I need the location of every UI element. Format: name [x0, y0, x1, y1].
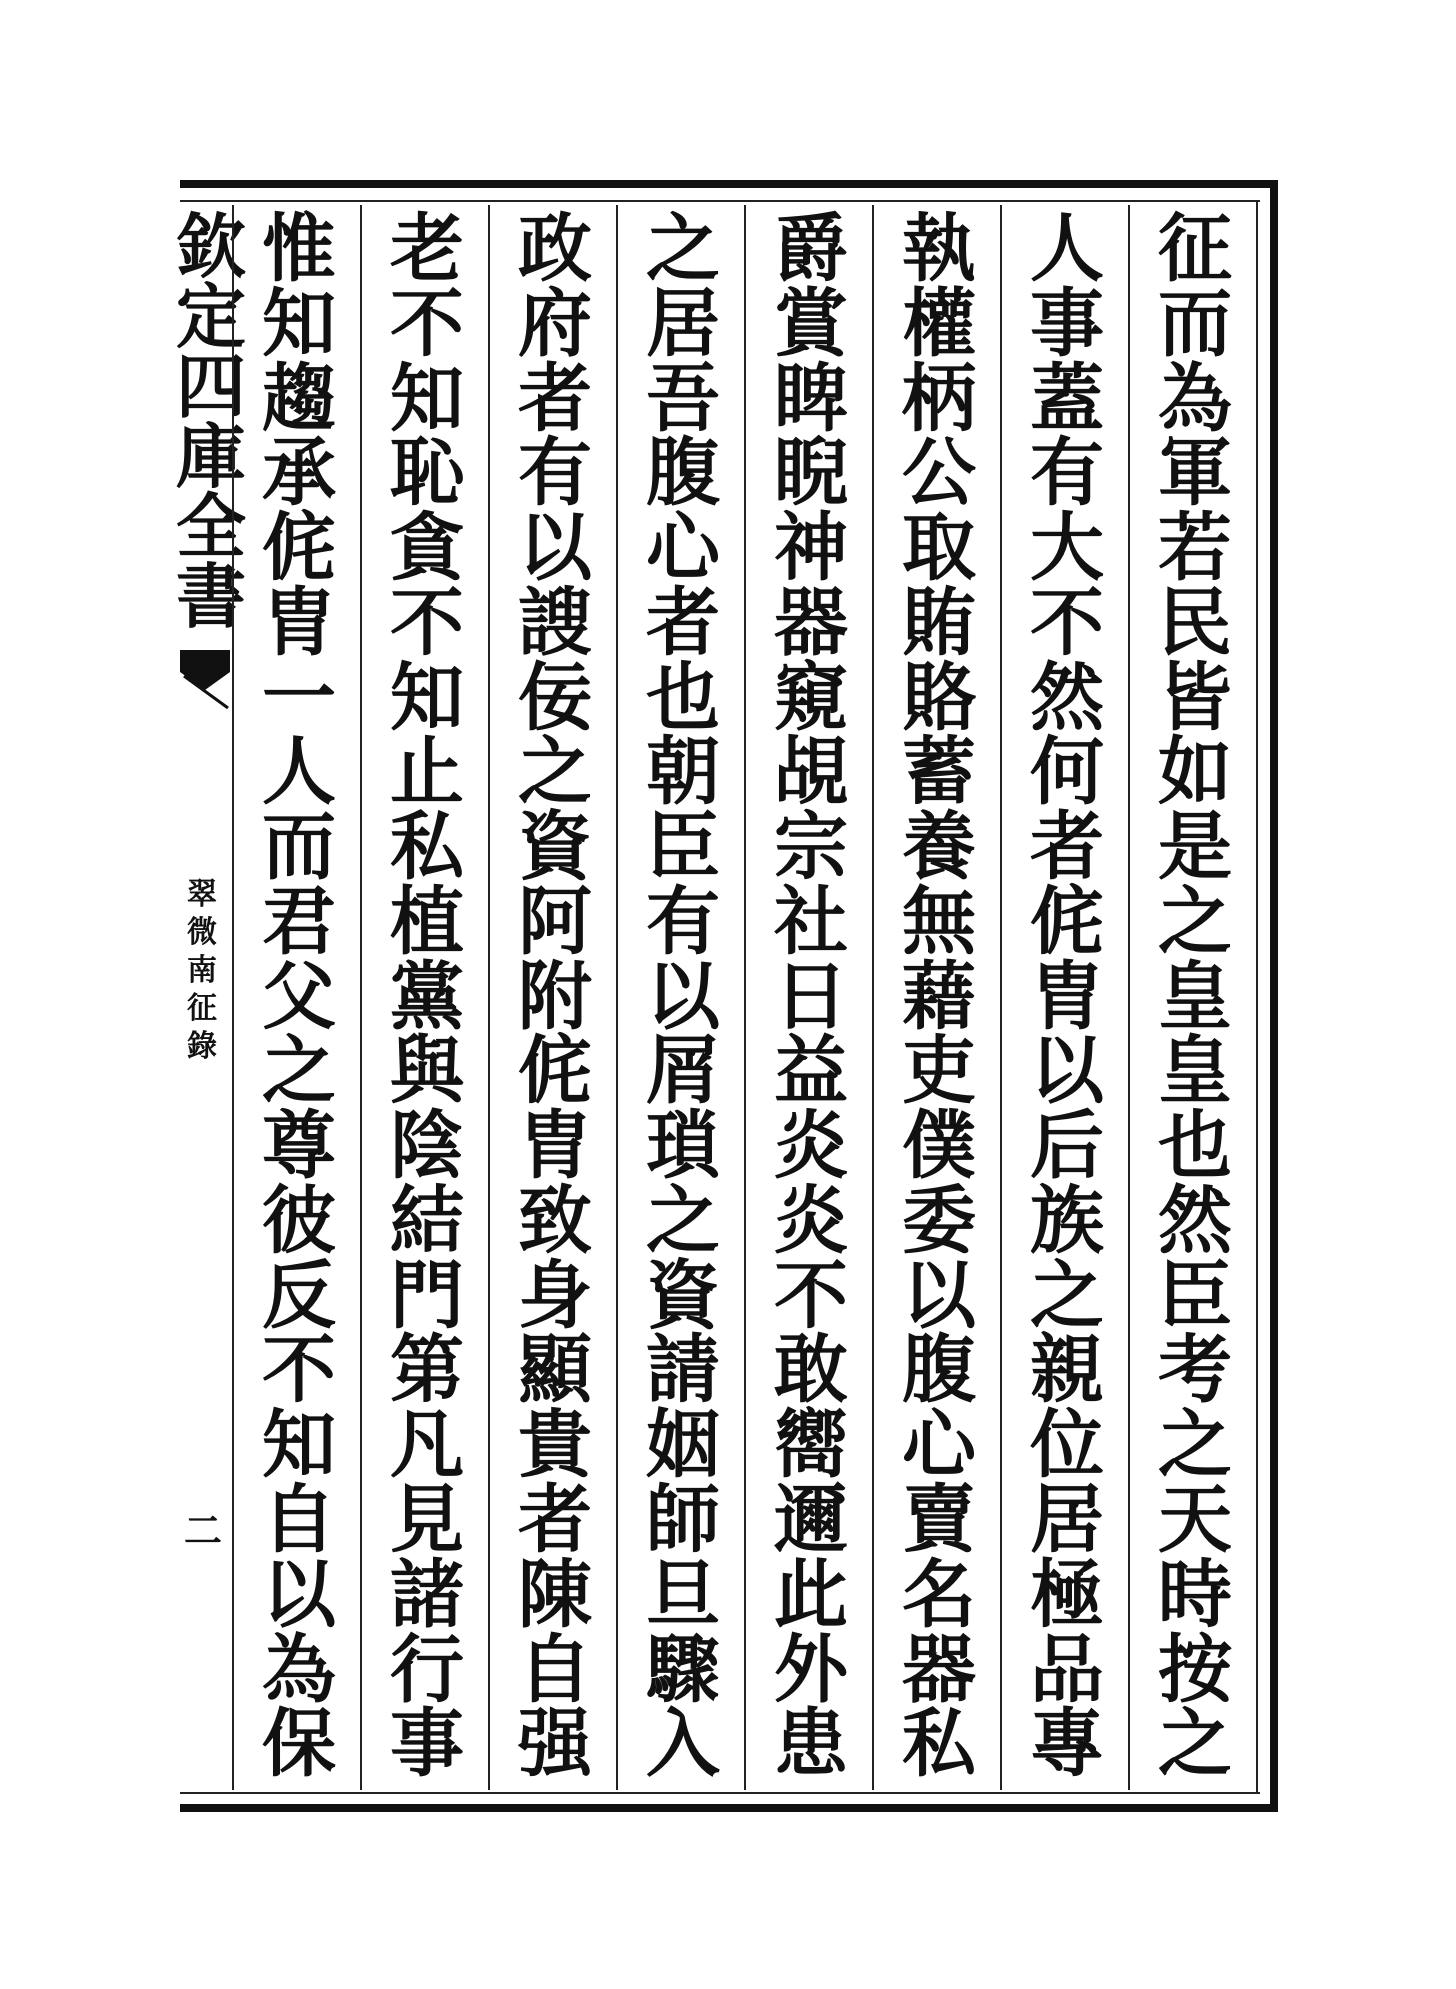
text-glyph: 府 — [518, 280, 592, 367]
text-glyph: 師 — [646, 1477, 720, 1564]
text-glyph: 見 — [390, 1477, 464, 1564]
text-glyph: 致 — [518, 1177, 592, 1264]
text-glyph: 不 — [390, 280, 464, 367]
text-glyph: 胄 — [1030, 953, 1104, 1040]
text-glyph: 以 — [902, 1252, 976, 1339]
text-glyph: 驟 — [646, 1626, 720, 1713]
text-glyph: 委 — [902, 1177, 976, 1264]
text-glyph: 自 — [518, 1626, 592, 1713]
book-title — [182, 877, 222, 1070]
text-glyph: 日 — [774, 953, 848, 1040]
text-glyph: 私 — [390, 804, 464, 891]
text-glyph: 門 — [390, 1252, 464, 1339]
text-glyph: 皇 — [1158, 953, 1232, 1040]
text-glyph: 品 — [1030, 1626, 1104, 1713]
text-glyph: 大 — [1030, 505, 1104, 592]
text-glyph: 承 — [262, 430, 336, 517]
text-glyph: 佞 — [518, 654, 592, 741]
text-glyph: 諸 — [390, 1551, 464, 1638]
text-glyph: 名 — [902, 1551, 976, 1638]
text-glyph: 按 — [1158, 1626, 1232, 1713]
text-glyph: 顯 — [518, 1327, 592, 1414]
text-glyph: 瑣 — [646, 1103, 720, 1190]
text-glyph: 之 — [1158, 878, 1232, 965]
text-glyph: 柄 — [902, 355, 976, 442]
text-glyph: 而 — [1158, 280, 1232, 367]
text-glyph: 止 — [390, 729, 464, 816]
text-column-3 — [884, 206, 994, 1788]
text-glyph: 之 — [1030, 1252, 1104, 1339]
frame-inner-rule-right — [1256, 200, 1258, 1792]
text-glyph: 養 — [902, 804, 976, 891]
text-glyph: 惟 — [262, 206, 336, 292]
text-glyph: 知 — [390, 355, 464, 442]
text-column-5 — [628, 206, 738, 1788]
banner-glyph: 欽 — [176, 205, 246, 288]
text-glyph: 神 — [774, 505, 848, 592]
text-glyph: 胄 — [262, 579, 336, 666]
text-glyph: 之 — [1158, 1701, 1232, 1788]
text-glyph: 陳 — [518, 1551, 592, 1638]
text-glyph: 然 — [1030, 654, 1104, 741]
text-glyph: 覘 — [774, 729, 848, 816]
text-glyph: 如 — [1158, 729, 1232, 816]
text-glyph: 無 — [902, 878, 976, 965]
text-glyph: 有 — [1030, 430, 1104, 517]
text-glyph: 賞 — [774, 280, 848, 367]
banner-glyph: 書 — [176, 555, 246, 638]
text-glyph: 趨 — [262, 355, 336, 442]
text-glyph: 之 — [1158, 1402, 1232, 1489]
book-title-glyph: 南 — [187, 953, 217, 988]
text-glyph: 者 — [646, 579, 720, 666]
text-glyph: 心 — [646, 505, 720, 592]
column-rule — [1000, 205, 1002, 1790]
text-glyph: 親 — [1030, 1327, 1104, 1414]
text-glyph: 保 — [262, 1701, 336, 1788]
text-glyph: 民 — [1158, 579, 1232, 666]
text-glyph: 侂 — [518, 1028, 592, 1115]
text-glyph: 患 — [774, 1701, 848, 1788]
text-glyph: 僕 — [902, 1103, 976, 1190]
text-glyph: 炎 — [774, 1177, 848, 1264]
text-glyph: 不 — [774, 1252, 848, 1339]
text-glyph: 人 — [262, 729, 336, 816]
text-glyph: 宗 — [774, 804, 848, 891]
book-title-glyph: 錄 — [187, 1029, 217, 1064]
text-glyph: 若 — [1158, 505, 1232, 592]
text-glyph: 朝 — [646, 729, 720, 816]
text-glyph: 與 — [390, 1028, 464, 1115]
text-glyph: 睥 — [774, 355, 848, 442]
text-glyph: 恥 — [390, 430, 464, 517]
text-glyph: 爵 — [774, 206, 848, 292]
text-column-2 — [1012, 206, 1122, 1788]
text-glyph: 請 — [646, 1327, 720, 1414]
text-glyph: 而 — [262, 804, 336, 891]
text-glyph: 君 — [262, 878, 336, 965]
text-glyph: 居 — [1030, 1477, 1104, 1564]
text-glyph: 黨 — [390, 953, 464, 1040]
text-glyph: 臣 — [1158, 1252, 1232, 1339]
text-glyph: 然 — [1158, 1177, 1232, 1264]
book-title-glyph: 征 — [187, 991, 217, 1026]
text-glyph: 蓄 — [902, 729, 976, 816]
text-glyph: 結 — [390, 1177, 464, 1264]
text-glyph: 身 — [518, 1252, 592, 1339]
text-glyph: 皆 — [1158, 654, 1232, 741]
column-rule — [616, 205, 618, 1790]
text-glyph: 征 — [1158, 206, 1232, 292]
text-glyph: 考 — [1158, 1327, 1232, 1414]
text-glyph: 社 — [774, 878, 848, 965]
text-glyph: 有 — [518, 430, 592, 517]
text-glyph: 公 — [902, 430, 976, 517]
frame-inner-rule-top — [180, 200, 1260, 202]
text-glyph: 貪 — [390, 505, 464, 592]
text-column-7 — [372, 206, 482, 1788]
text-glyph: 植 — [390, 878, 464, 965]
text-glyph: 知 — [390, 654, 464, 741]
text-glyph: 腹 — [902, 1327, 976, 1414]
page-number: 二 — [184, 1508, 223, 1553]
text-glyph: 臣 — [646, 804, 720, 891]
text-glyph: 器 — [902, 1626, 976, 1713]
text-glyph: 窺 — [774, 654, 848, 741]
banner-glyph: 定 — [176, 275, 246, 358]
banner-glyph: 四 — [176, 345, 246, 428]
text-glyph: 益 — [774, 1028, 848, 1115]
text-glyph: 執 — [902, 206, 976, 292]
text-glyph: 炎 — [774, 1103, 848, 1190]
text-glyph: 人 — [1030, 206, 1104, 292]
text-glyph: 為 — [262, 1626, 336, 1713]
text-glyph: 天 — [1158, 1477, 1232, 1564]
text-glyph: 也 — [1158, 1103, 1232, 1190]
text-glyph: 凡 — [390, 1402, 464, 1489]
text-glyph: 知 — [262, 280, 336, 367]
text-glyph: 后 — [1030, 1103, 1104, 1190]
text-glyph: 貴 — [518, 1402, 592, 1489]
column-rule — [488, 205, 490, 1790]
book-title-glyph: 翠 — [187, 877, 217, 912]
text-glyph: 私 — [902, 1701, 976, 1788]
text-glyph: 者 — [518, 1477, 592, 1564]
text-glyph: 政 — [518, 206, 592, 292]
fishtail-ornament — [180, 650, 230, 710]
text-glyph: 陰 — [390, 1103, 464, 1190]
column-rule — [872, 205, 874, 1790]
text-glyph: 族 — [1030, 1177, 1104, 1264]
text-glyph: 資 — [646, 1252, 720, 1339]
text-glyph: 一 — [262, 654, 336, 741]
text-glyph: 也 — [646, 654, 720, 741]
text-glyph: 不 — [262, 1327, 336, 1414]
text-glyph: 心 — [902, 1402, 976, 1489]
text-glyph: 蓋 — [1030, 355, 1104, 442]
text-glyph: 此 — [774, 1551, 848, 1638]
column-rule — [744, 205, 746, 1790]
banner-glyph: 全 — [176, 485, 246, 568]
column-rule — [1128, 205, 1130, 1790]
text-glyph: 屑 — [646, 1028, 720, 1115]
text-glyph: 權 — [902, 280, 976, 367]
text-glyph: 之 — [262, 1028, 336, 1115]
text-column-8 — [244, 206, 354, 1788]
text-glyph: 以 — [1030, 1028, 1104, 1115]
text-glyph: 賄 — [902, 579, 976, 666]
column-rule — [360, 205, 362, 1790]
text-glyph: 彼 — [262, 1177, 336, 1264]
book-title-glyph: 微 — [187, 915, 217, 950]
text-glyph: 取 — [902, 505, 976, 592]
text-glyph: 是 — [1158, 804, 1232, 891]
text-glyph: 事 — [390, 1701, 464, 1788]
text-glyph: 阿 — [518, 878, 592, 965]
text-glyph: 嚮 — [774, 1402, 848, 1489]
text-glyph: 不 — [390, 579, 464, 666]
banner-glyph: 庫 — [176, 415, 246, 498]
text-glyph: 外 — [774, 1626, 848, 1713]
text-glyph: 侂 — [262, 505, 336, 592]
text-glyph: 腹 — [646, 430, 720, 517]
text-glyph: 資 — [518, 804, 592, 891]
text-glyph: 吏 — [902, 1028, 976, 1115]
text-glyph: 時 — [1158, 1551, 1232, 1638]
text-glyph: 自 — [262, 1477, 336, 1564]
text-glyph: 為 — [1158, 355, 1232, 442]
text-glyph: 第 — [390, 1327, 464, 1414]
text-glyph: 父 — [262, 953, 336, 1040]
text-glyph: 軍 — [1158, 430, 1232, 517]
text-glyph: 謏 — [518, 579, 592, 666]
text-glyph: 賣 — [902, 1477, 976, 1564]
text-glyph: 旦 — [646, 1551, 720, 1638]
text-glyph: 以 — [518, 505, 592, 592]
text-glyph: 睨 — [774, 430, 848, 517]
text-glyph: 敢 — [774, 1327, 848, 1414]
text-column-1 — [1140, 206, 1250, 1788]
text-glyph: 强 — [518, 1701, 592, 1788]
text-glyph: 之 — [646, 206, 720, 292]
text-glyph: 侂 — [1030, 878, 1104, 965]
text-glyph: 老 — [390, 206, 464, 292]
text-glyph: 位 — [1030, 1402, 1104, 1489]
text-glyph: 賂 — [902, 654, 976, 741]
text-glyph: 以 — [646, 953, 720, 1040]
text-glyph: 入 — [646, 1701, 720, 1788]
text-glyph: 居 — [646, 280, 720, 367]
text-glyph: 何 — [1030, 729, 1104, 816]
text-glyph: 胄 — [518, 1103, 592, 1190]
text-glyph: 不 — [1030, 579, 1104, 666]
text-glyph: 之 — [518, 729, 592, 816]
text-glyph: 有 — [646, 878, 720, 965]
text-glyph: 尊 — [262, 1103, 336, 1190]
text-glyph: 行 — [390, 1626, 464, 1713]
text-glyph: 藉 — [902, 953, 976, 1040]
text-glyph: 反 — [262, 1252, 336, 1339]
text-glyph: 皇 — [1158, 1028, 1232, 1115]
text-glyph: 器 — [774, 579, 848, 666]
text-glyph: 附 — [518, 953, 592, 1040]
text-glyph: 邇 — [774, 1477, 848, 1564]
frame-inner-rule-bottom — [180, 1792, 1260, 1794]
text-glyph: 者 — [518, 355, 592, 442]
text-glyph: 以 — [262, 1551, 336, 1638]
column-rule — [232, 205, 234, 1790]
text-column-6 — [500, 206, 610, 1788]
text-column-4 — [756, 206, 866, 1788]
text-glyph: 之 — [646, 1177, 720, 1264]
text-glyph: 姻 — [646, 1402, 720, 1489]
text-glyph: 事 — [1030, 280, 1104, 367]
text-glyph: 者 — [1030, 804, 1104, 891]
library-banner — [176, 205, 246, 638]
text-glyph: 專 — [1030, 1701, 1104, 1788]
text-glyph: 知 — [262, 1402, 336, 1489]
text-glyph: 吾 — [646, 355, 720, 442]
text-glyph: 極 — [1030, 1551, 1104, 1638]
